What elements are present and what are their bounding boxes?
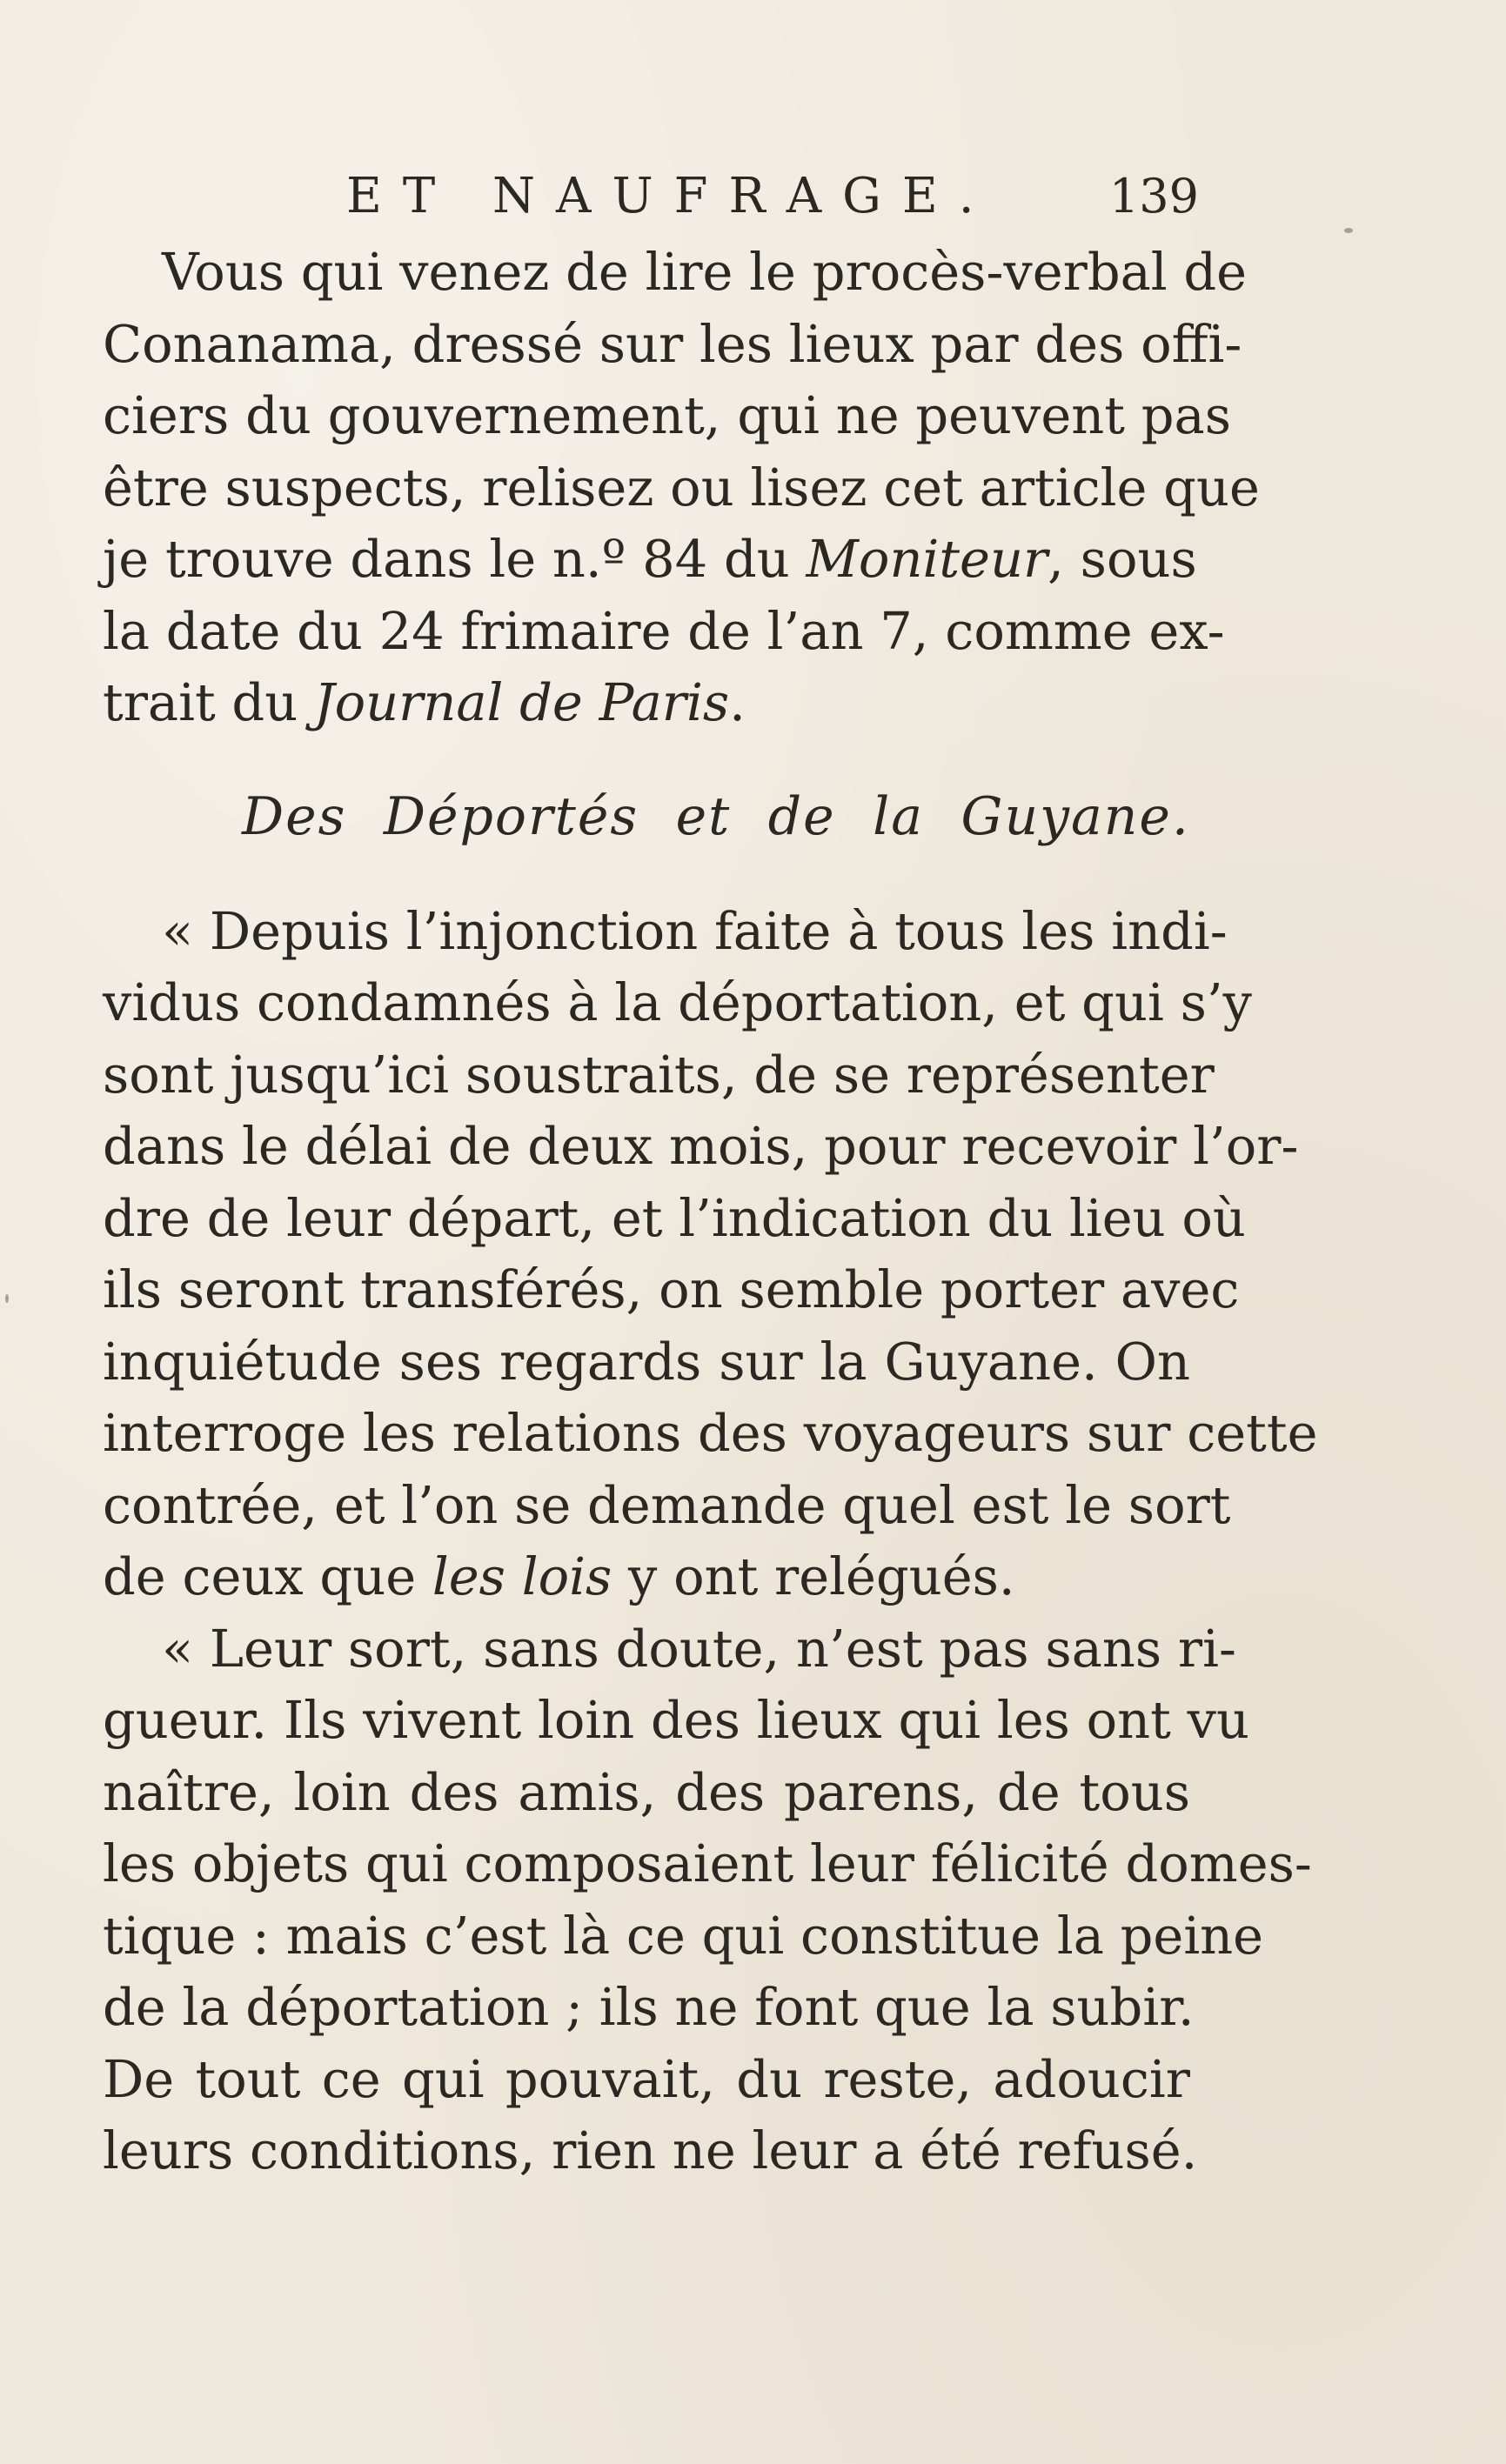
text-line: de la déportation ; ils ne font que la subir.	[103, 1977, 1195, 2037]
text-line	[103, 1541, 1190, 1613]
text-line	[103, 524, 1197, 596]
text-line: inquiétude ses regards sur la Guyane. On	[103, 1331, 1190, 1392]
text-line: dre de leur départ, et l’indication du lieu où	[103, 1187, 1246, 1248]
running-title: ET NAUFRAGE.	[346, 168, 995, 224]
page-number: 139	[1108, 169, 1199, 224]
text-line: naître, loin des amis, des parens, de tous	[103, 1761, 1190, 1822]
paper-speck	[5, 1294, 9, 1303]
italic-title-moniteur: Moniteur	[806, 529, 1048, 589]
text-line: sont jusqu’ici soustraits, de se représenter	[103, 1044, 1215, 1105]
text-line: « Depuis l’injonction faite à tous les indi-	[162, 900, 1228, 961]
text-line: les objets qui composaient leur félicité domes-	[103, 1833, 1312, 1893]
text-segment: de ceux que	[103, 1546, 432, 1606]
text-line: la date du 24 frimaire de l’an 7, comme ex-	[103, 600, 1225, 661]
text-line: leurs conditions, rien ne leur a été refusé.	[103, 2120, 1198, 2180]
running-head	[103, 165, 1199, 228]
text-line: vidus condamnés à la déportation, et qui s’y	[103, 972, 1252, 1032]
text-line: ciers du gouvernement, qui ne peuvent pas	[103, 385, 1231, 445]
text-line: Conanama, dressé sur les lieux par des offi-	[103, 313, 1242, 374]
section-heading: Des Déportés et de la Guyane.	[242, 785, 1190, 847]
text-line: contrée, et l’on se demande quel est le sort	[103, 1474, 1231, 1535]
book-page	[103, 165, 1318, 2187]
text-line: Vous qui venez de lire le procès-verbal de	[162, 242, 1248, 302]
italic-title-journal: Journal de Paris	[313, 672, 730, 732]
text-line: interroge les relations des voyageurs sur cette	[103, 1403, 1318, 1463]
paragraph-two	[103, 1613, 1312, 2187]
text-segment: .	[729, 672, 746, 732]
text-line: « Leur sort, sans doute, n’est pas sans ri-	[162, 1618, 1236, 1679]
text-line	[103, 667, 1190, 739]
intro-paragraph	[103, 237, 1260, 739]
italic-les-lois: les lois	[432, 1546, 612, 1606]
paragraph-one	[103, 896, 1318, 1613]
text-line: gueur. Ils vivent loin des lieux qui les ont vu	[103, 1690, 1249, 1750]
text-line: De tout ce qui pouvait, du reste, adoucir	[103, 2048, 1190, 2109]
text-line: ils seront transférés, on semble porter avec	[103, 1259, 1240, 1319]
text-line: dans le délai de deux mois, pour recevoir l’or-	[103, 1116, 1299, 1176]
text-segment: , sous	[1048, 529, 1197, 589]
text-segment: y ont relégués.	[612, 1546, 1015, 1606]
paper-speck	[1344, 228, 1353, 233]
text-line: tique : mais c’est là ce qui constitue la peine	[103, 1905, 1264, 1966]
text-segment: trait du	[103, 672, 314, 732]
text-line: être suspects, relisez ou lisez cet article que	[103, 457, 1260, 518]
text-segment: je trouve dans le n.º 84 du	[103, 529, 807, 589]
body-text	[103, 237, 1318, 2187]
